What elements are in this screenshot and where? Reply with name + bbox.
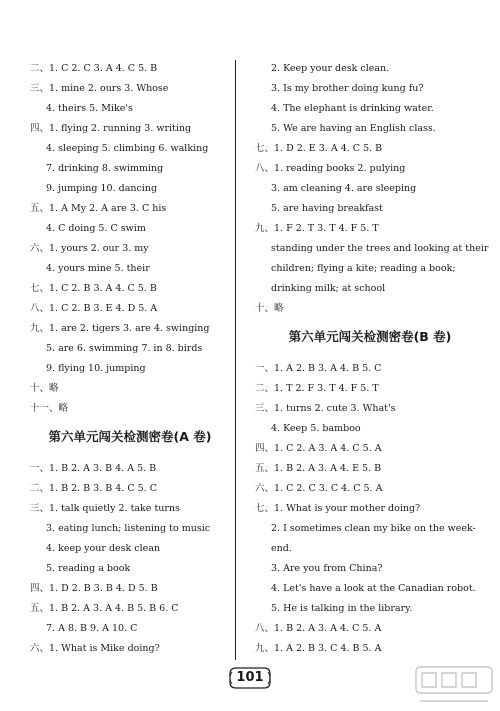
left-answer-line: 一、1. B 2. A 3. B 4. A 5. B	[30, 463, 157, 474]
right-answer-line: 4. The elephant is drinking water.	[271, 103, 434, 114]
left-answer-line: 4. sleeping 5. climbing 6. walking	[46, 143, 209, 154]
left-answer-column	[30, 62, 230, 662]
right-answer-line: 4. Let's have a look at the Canadian robot.	[271, 583, 476, 594]
right-answer-line: 5. He is talking in the library.	[271, 603, 413, 614]
left-answer-line: 7. A 8. B 9. A 10. C	[46, 623, 138, 634]
right-answer-line: end.	[271, 543, 292, 554]
left-answer-line: 9. jumping 10. dancing	[46, 183, 158, 194]
left-answer-line: 3. eating lunch; listening to music	[46, 523, 211, 534]
right-answer-line: 二、1. T 2. F 3. T 4. F 5. T	[255, 383, 379, 394]
left-answer-line: 四、1. flying 2. running 3. writing	[30, 123, 192, 134]
left-answer-line: 9. flying 10. jumping	[46, 363, 146, 374]
page-number-badge	[226, 664, 274, 692]
right-answer-line: 七、1. What is your mother doing?	[255, 503, 421, 514]
left-answer-line: 4. yours mine 5. their	[46, 263, 150, 274]
right-answer-line: drinking milk; at school	[271, 283, 386, 294]
left-answer-line: 六、1. yours 2. our 3. my	[30, 243, 149, 254]
left-section-heading: 第六单元闯关检测密卷(A 卷)	[48, 429, 212, 444]
right-section-heading: 第六单元闯关检测密卷(B 卷)	[288, 329, 452, 344]
left-answer-line: 7. drinking 8. swimming	[46, 163, 164, 174]
right-answer-line: 十、略	[255, 303, 284, 314]
right-answer-line: 3. am cleaning 4. are sleeping	[271, 183, 417, 194]
right-answer-line: 九、1. A 2. B 3. C 4. B 5. A	[255, 643, 382, 654]
right-answer-line: 八、1. reading books 2. pulying	[255, 163, 406, 174]
right-answer-line: 4. Keep 5. bamboo	[271, 423, 361, 434]
right-answer-line: 五、1. B 2. A 3. A 4. E 5. B	[255, 463, 382, 474]
right-answer-line: 四、1. C 2. A 3. A 4. C 5. A	[255, 443, 382, 454]
watermark-logo	[414, 663, 494, 707]
left-answer-line: 二、1. C 2. C 3. A 4. C 5. B	[30, 63, 158, 74]
right-answer-line: 六、1. C 2. C 3. C 4. C 5. A	[255, 483, 383, 494]
right-answer-line: 2. Keep your desk clean.	[271, 63, 390, 74]
right-answer-line: 三、1. turns 2. cute 3. What's	[255, 403, 396, 414]
right-answer-line: 九、1. F 2. T 3. T 4. F 5. T	[255, 223, 379, 234]
left-answer-line: 四、1. D 2. B 3. B 4. D 5. B	[30, 583, 158, 594]
left-answer-line: 5. are 6. swimming 7. in 8. birds	[46, 343, 203, 354]
watermark-logo-icon	[414, 663, 494, 707]
left-answer-line: 十一、略	[30, 403, 69, 414]
left-answer-line: 三、1. talk quietly 2. take turns	[30, 503, 180, 514]
left-answer-line: 4. keep your desk clean	[46, 543, 161, 554]
right-answer-line: standing under the trees and looking at their	[271, 243, 489, 254]
left-answer-line: 五、1. A My 2. A are 3. C his	[30, 203, 167, 214]
right-answer-line: 七、1. D 2. E 3. A 4. C 5. B	[255, 143, 383, 154]
right-answer-line: 3. Is my brother doing kung fu?	[271, 83, 424, 94]
left-answer-line: 六、1. What is Mike doing?	[30, 643, 160, 654]
right-answer-line: 八、1. B 2. A 3. A 4. C 5. A	[255, 623, 382, 634]
right-answer-line: 5. We are having an English class.	[271, 123, 436, 134]
left-answer-line: 五、1. B 2. A 3. A 4. B 5. B 6. C	[30, 603, 179, 614]
right-answer-line: 3. Are you from China?	[271, 563, 383, 574]
left-answer-line: 4. theirs 5. Mike's	[46, 103, 133, 114]
right-answer-line: children; flying a kite; reading a book;	[271, 263, 456, 274]
left-answer-line: 十、略	[30, 383, 59, 394]
left-answer-line: 八、1. C 2. B 3. E 4. D 5. A	[30, 303, 158, 314]
right-answer-column	[255, 62, 489, 662]
left-answer-line: 九、1. are 2. tigers 3. are 4. swinging	[30, 323, 210, 334]
column-divider	[235, 60, 236, 660]
left-answer-line: 二、1. B 2. B 3. B 4. C 5. C	[30, 483, 157, 494]
left-answer-line: 三、1. mine 2. ours 3. Whose	[30, 83, 169, 94]
page-number: 101	[236, 670, 264, 685]
right-answer-line: 一、1. A 2. B 3. A 4. B 5. C	[255, 363, 382, 374]
left-answer-line: 4. C doing 5. C swim	[46, 223, 146, 234]
right-answer-line: 5. are having breakfast	[271, 203, 383, 214]
right-answer-line: 2. I sometimes clean my bike on the week-	[271, 523, 476, 534]
left-answer-line: 七、1. C 2. B 3. A 4. C 5. B	[30, 283, 157, 294]
left-answer-line: 5. reading a book	[46, 563, 131, 574]
